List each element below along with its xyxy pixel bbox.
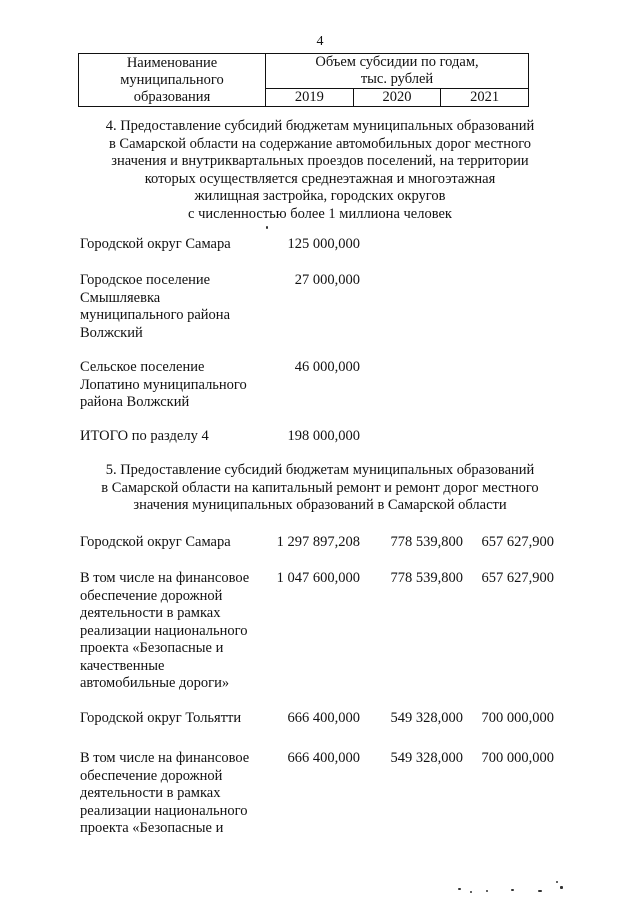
scan-speck: [486, 890, 488, 892]
header-table: [78, 53, 529, 107]
scan-speck: [458, 888, 461, 890]
section-4-title: 4. Предоставление субсидий бюджетам муниципальных образований в Самарской области на содержание автомобильных дорог местного значения и внутриквартальных проездов поселений, на территории которых осуществляется среднеэтажная и многоэтажная жилищная застройка, городских округов с численностью более 1 миллиона человек: [105, 118, 535, 222]
scan-speck: [538, 890, 542, 892]
year-2020-header: 2020: [353, 89, 441, 107]
row-label: Городской округ Тольятти: [80, 710, 242, 726]
row-label: Сельское поселение Лопатино муниципального района Волжский: [80, 359, 247, 410]
value-2021: 700 000,000: [481, 750, 554, 766]
page-number: 4: [316, 34, 324, 49]
value-2019: 125 000,000: [287, 236, 360, 252]
value-2019: 666 400,000: [287, 750, 360, 766]
value-2020: 549 328,000: [390, 710, 463, 726]
scan-speck: [266, 226, 268, 229]
section-5-title: 5. Предоставление субсидий бюджетам муниципальных образований в Самарской области на капитальный ремонт и ремонт дорог местного значения муниципальных образований в Самарской области: [101, 462, 539, 513]
row-label: В том числе на финансовое обеспечение дорожной деятельности в рамках реализации национального проекта «Безопасные и: [80, 750, 250, 836]
value-2021: 657 627,900: [481, 570, 554, 586]
municipality-column-header: Наименование муниципального образования: [79, 54, 266, 107]
scan-speck: [511, 889, 514, 891]
value-2019: 1 297 897,208: [276, 534, 360, 550]
value-2019: 666 400,000: [287, 710, 360, 726]
row-label: Городское поселение Смышляевка муниципального района Волжский: [80, 272, 230, 341]
row-label: В том числе на финансовое обеспечение дорожной деятельности в рамках реализации национального проекта «Безопасные и качественные автомобильные дороги»: [80, 570, 250, 691]
row-label: Городской округ Самара: [80, 534, 231, 550]
value-2021: 700 000,000: [481, 710, 554, 726]
value-2020: 549 328,000: [390, 750, 463, 766]
scan-speck: [470, 891, 472, 893]
row-label: ИТОГО по разделу 4: [80, 428, 209, 444]
scan-speck: [556, 881, 558, 883]
value-2019: 1 047 600,000: [276, 570, 360, 586]
row-label: Городской округ Самара: [80, 236, 231, 252]
value-2019: 198 000,000: [287, 428, 360, 444]
scan-speck: [560, 886, 563, 889]
value-2021: 657 627,900: [481, 534, 554, 550]
value-2020: 778 539,800: [390, 570, 463, 586]
year-2021-header: 2021: [441, 89, 529, 107]
value-2019: 27 000,000: [294, 272, 360, 288]
subsidy-volume-column-header: Объем субсидии по годам, тыс. рублей: [266, 54, 529, 89]
value-2019: 46 000,000: [294, 359, 360, 375]
year-2019-header: 2019: [266, 89, 354, 107]
value-2020: 778 539,800: [390, 534, 463, 550]
